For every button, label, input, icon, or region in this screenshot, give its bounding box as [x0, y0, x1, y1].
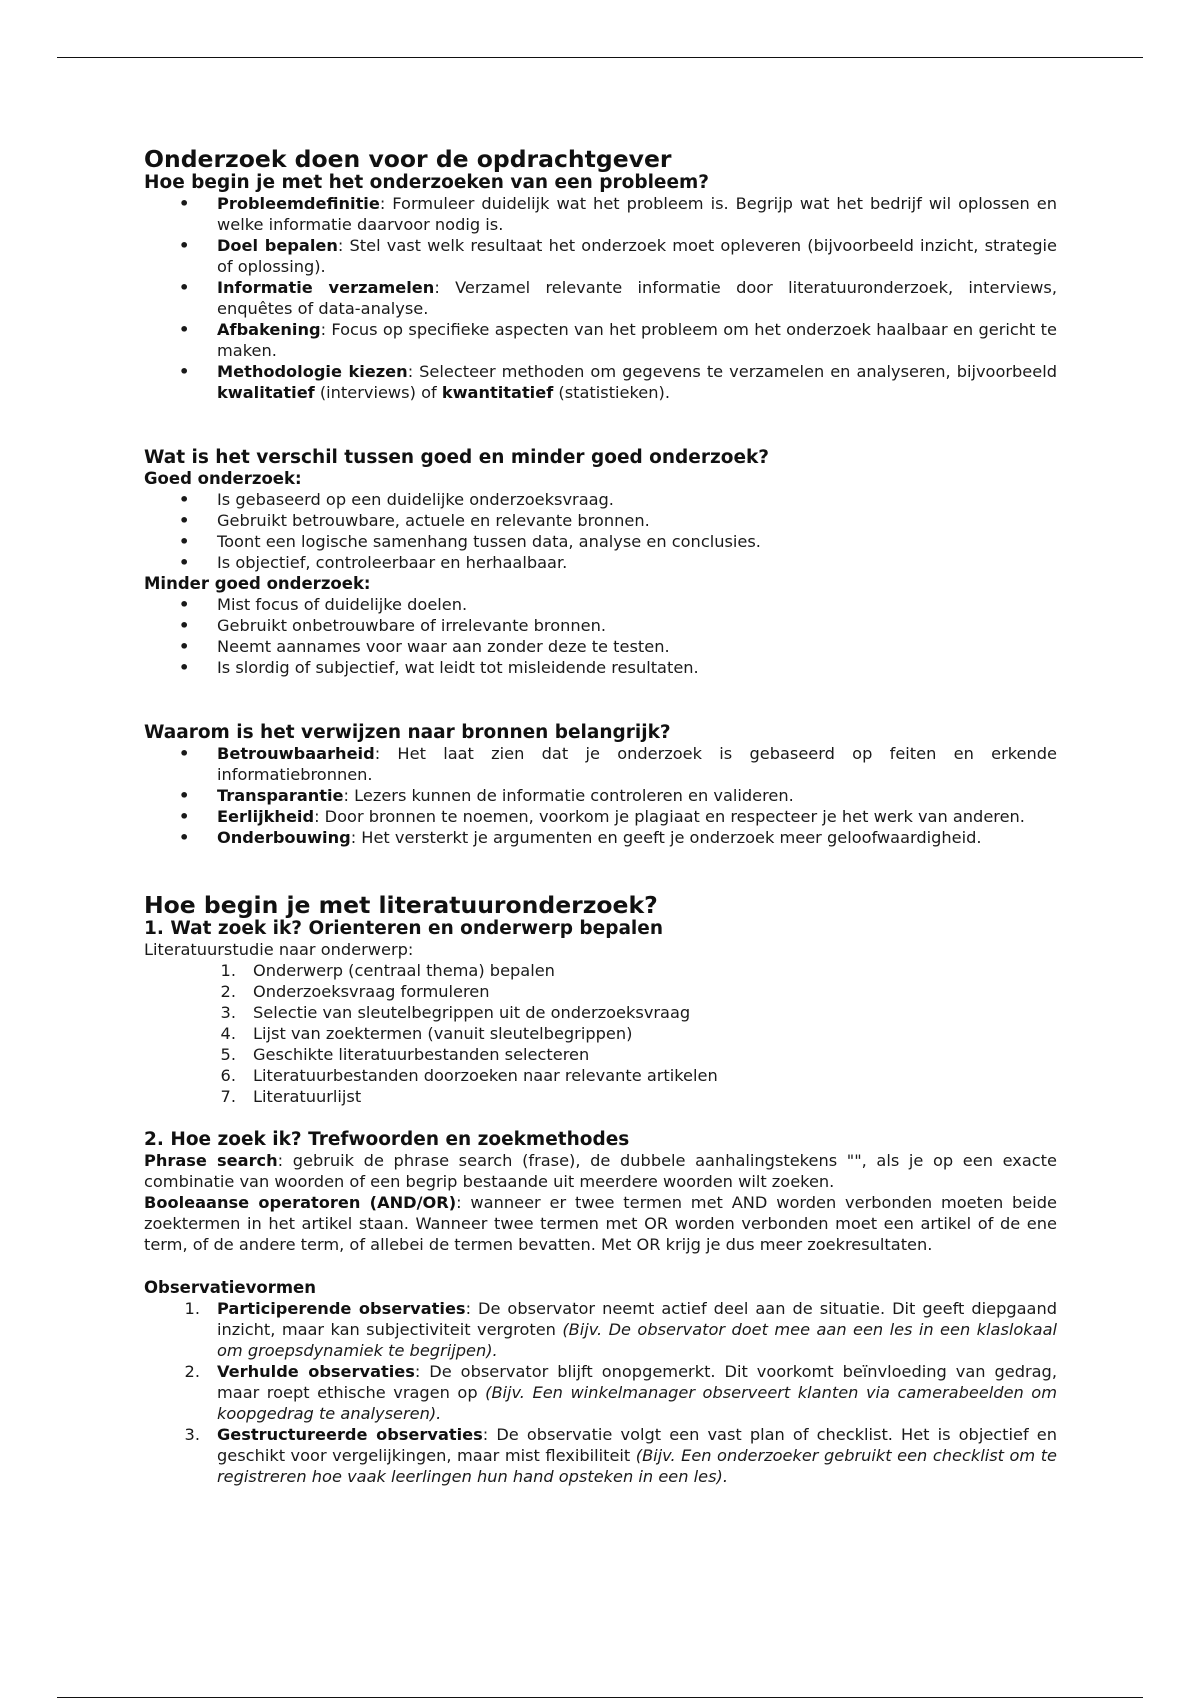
list-item — [144, 1424, 1057, 1487]
boolean-operators-term: Booleaanse operatoren (AND/OR) — [144, 1193, 457, 1212]
sources-list — [144, 743, 1057, 848]
item-number: 1 . — [176, 1298, 200, 1319]
phrase-search-term: Phrase search — [144, 1151, 278, 1170]
step2-heading: 2. Hoe zoek ik? Trefwoorden en zoekmethodes — [144, 1129, 630, 1150]
list-item: • Gebruikt betrouwbare, actuele en relevante bronnen. — [144, 510, 1057, 531]
item-text: : Het laat zien dat je onderzoek is gebaseerd op feiten en erkende informatiebronnen. — [217, 744, 1057, 784]
list-item — [144, 960, 1057, 981]
list-item — [144, 1086, 1057, 1107]
question-heading-quality: Wat is het verschil tussen goed en minder goed onderzoek? — [144, 447, 770, 468]
item-text: : Lezers kunnen de informatie controleren en valideren. — [343, 786, 794, 805]
boolean-operators-text: : wanneer er twee termen met AND worden verbonden moeten beide zoektermen in het artikel staan. Wanneer twee termen met OR worden verbonden moet een artikel of de ene term, of de andere term, of allebei de termen bevatten. Met OR krijg je dus meer zoekresultaten. — [144, 1193, 1058, 1254]
item-text: : Het versterkt je argumenten en geeft je onderzoek meer geloofwaardigheid. — [350, 828, 982, 847]
bad-research-label: Minder goed onderzoek: — [144, 574, 371, 593]
good-research-label: Goed onderzoek: — [144, 469, 302, 488]
section-title-research: Onderzoek doen voor de opdrachtgever — [144, 145, 672, 173]
step1-heading: 1. Wat zoek ik? Orienteren en onderwerp bepalen — [144, 918, 663, 939]
phrase-search-paragraph — [144, 1150, 1057, 1192]
item-term: Betrouwbaarheid — [217, 744, 375, 763]
question-heading-sources: Waarom is het verwijzen naar bronnen belangrijk? — [144, 722, 671, 743]
list-item — [144, 1361, 1057, 1424]
item-term: Methodologie kiezen — [217, 362, 408, 381]
item-term-quantitative: kwantitatief — [441, 383, 554, 402]
item-text: Onderzoeksvraag formuleren — [253, 982, 490, 1001]
list-item: • Is gebaseerd op een duidelijke onderzoeksvraag. — [144, 489, 1057, 510]
list-item: • Gebruikt onbetrouwbare of irrelevante bronnen. — [144, 615, 1057, 636]
item-example: (Bijv. Een winkelmanager observeert klanten via camerabeelden om koopgedrag te analyseren). — [217, 1383, 1057, 1423]
question-heading-start: Hoe begin je met het onderzoeken van een probleem? — [144, 172, 710, 193]
list-item — [144, 1065, 1057, 1086]
list-item: • Mist focus of duidelijke doelen. — [144, 594, 1057, 615]
item-example: (Bijv. De observator doet mee aan een les in een klaslokaal om groepsdynamiek te begrijpen). — [217, 1320, 1057, 1360]
item-text: Geschikte literatuurbestanden selecteren — [253, 1045, 590, 1064]
list-item — [144, 1044, 1057, 1065]
footer-rule — [57, 1697, 1143, 1698]
item-term: Transparantie — [217, 786, 344, 805]
item-term: Probleemdefinitie — [217, 194, 380, 213]
start-steps-list — [144, 193, 1057, 403]
item-text: : Door bronnen te noemen, voorkom je plagiaat en respecteer je het werk van anderen. — [314, 807, 1025, 826]
list-item: • Toont een logische samenhang tussen data, analyse en conclusies. — [144, 531, 1057, 552]
list-item: • Is objectief, controleerbaar en herhaalbaar. — [144, 552, 1057, 573]
item-text: : Selecteer methoden om gegevens te verzamelen en analyseren, bijvoorbeeld — [407, 362, 1057, 381]
item-term: Afbakening — [217, 320, 321, 339]
item-number: 2 . — [212, 981, 236, 1002]
item-text: Selectie van sleutelbegrippen uit de onderzoeksvraag — [253, 1003, 691, 1022]
item-text: : Stel vast welk resultaat het onderzoek moet opleveren (bijvoorbeeld inzicht, strategie of oplossing). — [217, 236, 1057, 276]
item-example: (Bijv. Een onderzoeker gebruikt een checklist om te registreren hoe vaak leerlingen hun hand opsteken in een les). — [217, 1446, 1058, 1486]
item-term: Gestructureerde observaties — [217, 1425, 483, 1444]
observation-forms-heading: Observatievormen — [144, 1278, 316, 1297]
list-item — [144, 235, 1057, 277]
item-text: : Focus op specifieke aspecten van het probleem om het onderzoek haalbaar en gericht te maken. — [217, 320, 1057, 360]
list-item — [144, 1298, 1057, 1361]
item-number: 1 . — [212, 960, 236, 981]
literature-intro: Literatuurstudie naar onderwerp: — [144, 940, 414, 959]
list-item — [144, 277, 1057, 319]
list-item — [144, 981, 1057, 1002]
list-item: • Neemt aannames voor waar aan zonder deze te testen. — [144, 636, 1057, 657]
item-text: : Formuleer duidelijk wat het probleem is. Begrijp wat het bedrijf wil oplossen en welke informatie daarvoor nodig is. — [217, 194, 1057, 234]
item-term: Participerende observaties — [217, 1299, 466, 1318]
list-item — [144, 827, 1057, 848]
good-research-list — [144, 489, 1057, 573]
item-text: Literatuurlijst — [253, 1087, 362, 1106]
item-term: Informatie verzamelen — [217, 278, 435, 297]
item-number: 7 . — [212, 1086, 236, 1107]
boolean-operators-paragraph — [144, 1192, 1057, 1255]
item-number: 6 . — [212, 1065, 236, 1086]
item-term: Eerlijkheid — [217, 807, 315, 826]
list-item — [144, 806, 1057, 827]
item-text: (statistieken). — [553, 383, 670, 402]
item-term: Doel bepalen — [217, 236, 338, 255]
header-rule — [57, 57, 1143, 58]
list-item — [144, 1002, 1057, 1023]
item-text: : Verzamel relevante informatie door literatuuronderzoek, interviews, enquêtes of data-analyse. — [217, 278, 1057, 318]
list-item — [144, 785, 1057, 806]
item-number: 3 . — [212, 1002, 236, 1023]
item-text: Lijst van zoektermen (vanuit sleutelbegrippen) — [253, 1024, 633, 1043]
phrase-search-text: : gebruik de phrase search (frase), de dubbele aanhalingstekens "", als je op een exacte combinatie van woorden of een begrip bestaande uit meerdere woorden wilt zoeken. — [144, 1151, 1057, 1191]
document-body — [144, 146, 1057, 1487]
item-number: 5 . — [212, 1044, 236, 1065]
observation-forms-list — [144, 1298, 1057, 1487]
item-term: Onderbouwing — [217, 828, 351, 847]
item-text: Onderwerp (centraal thema) bepalen — [253, 961, 555, 980]
item-number: 4 . — [212, 1023, 236, 1044]
item-text: (interviews) of — [314, 383, 442, 402]
list-item: • Is slordig of subjectief, wat leidt tot misleidende resultaten. — [144, 657, 1057, 678]
item-number: 3 . — [176, 1424, 200, 1445]
section-title-literature: Hoe begin je met literatuuronderzoek? — [144, 891, 658, 919]
item-text: : De observator neemt actief deel aan de situatie. Dit geeft diepgaand inzicht, maar kan subjectiviteit vergroten — [217, 1299, 1058, 1339]
item-text: : De observator blijft onopgemerkt. Dit voorkomt beïnvloeding van gedrag, maar roept ethische vragen op — [217, 1362, 1057, 1402]
list-item — [144, 319, 1057, 361]
list-item — [144, 361, 1057, 403]
list-item — [144, 743, 1057, 785]
literature-steps-list — [144, 960, 1057, 1107]
list-item — [144, 1023, 1057, 1044]
item-number: 2 . — [176, 1361, 200, 1382]
bad-research-list — [144, 594, 1057, 678]
item-term: Verhulde observaties — [217, 1362, 415, 1381]
item-text: Literatuurbestanden doorzoeken naar relevante artikelen — [253, 1066, 718, 1085]
item-term-qualitative: kwalitatief — [217, 383, 315, 402]
list-item — [144, 193, 1057, 235]
item-text: : De observatie volgt een vast plan of checklist. Het is objectief en geschikt voor vergelijkingen, maar mist flexibiliteit — [217, 1425, 1058, 1465]
